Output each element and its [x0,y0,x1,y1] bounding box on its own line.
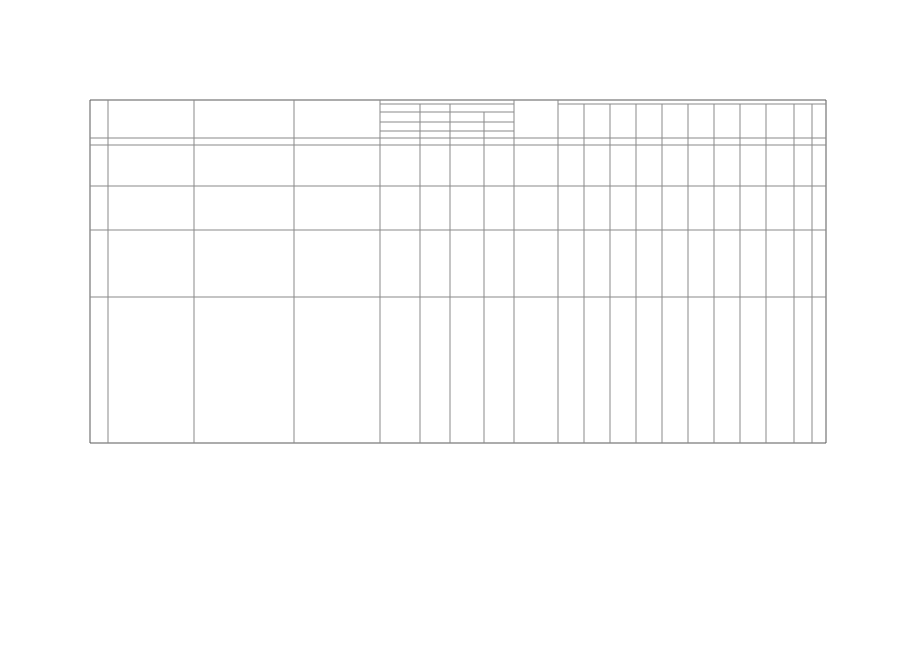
row-indicators [296,234,378,294]
row-number [92,196,106,226]
row-number [92,255,106,285]
row-basis [196,196,292,226]
header-group-right [560,100,824,104]
header-group-left [382,100,512,104]
row-number [92,150,106,182]
row-basis [196,301,292,439]
row-name [110,196,192,226]
row-basis [196,150,292,182]
row-name [110,375,192,405]
row-name [110,255,192,285]
row-indicators [296,147,378,183]
row-basis [196,255,292,285]
row-indicators [296,350,378,430]
row-indicators [296,190,378,226]
row-number [92,375,106,405]
row-name [110,150,192,182]
